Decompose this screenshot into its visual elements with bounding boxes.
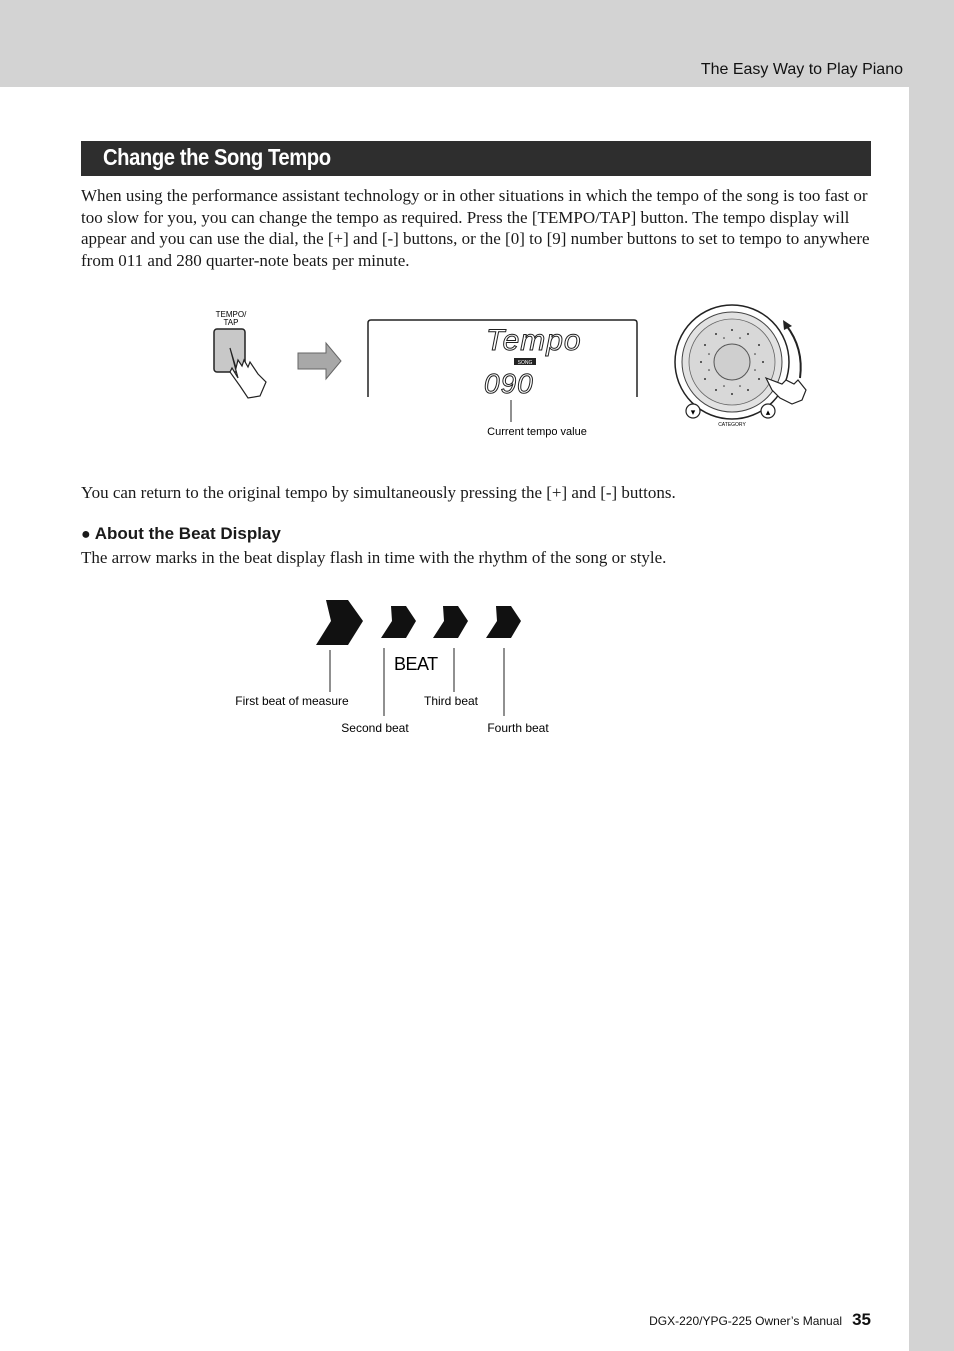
beat-display-heading [81,524,281,544]
display-tempo-value: 090 [484,368,534,399]
side-margin-band [909,87,954,1351]
section-title: Change the Song Tempo [103,144,331,170]
second-beat-caption: Second beat [341,721,409,735]
beat-figure [220,590,580,750]
intro-paragraph: When using the performance assistant technology or in other situations in which the tempo of the song is too fast or too slow for you, you can change the tempo as required. Press the [TEMPO/TAP] button. The tempo display will appear and you can use the dial, the [+] and [-] buttons, or the [0] to [9] number buttons to set to tempo to anywhere from 011 and 280 quarter-note beats per minute. [81,186,870,271]
return-paragraph: You can return to the original tempo by simultaneously pressing the [+] and [-] buttons. [81,483,676,502]
first-beat-caption: First beat of measure [235,694,349,708]
page-footer [649,1310,871,1330]
chevron-down-icon: ▾ [690,407,696,417]
running-header: The Easy Way to Play Piano [700,61,903,78]
third-beat-caption: Third beat [423,694,479,708]
tempo-button-label-line1: TEMPO/ [215,310,247,319]
tempo-figure [200,300,820,450]
bullet-icon: ● [81,526,91,543]
manual-title: DGX-220/YPG-225 Owner’s Manual [649,1314,843,1328]
section-title-bar [81,141,871,176]
beat-arrow-fourth [486,606,521,638]
beat-arrow-third [433,606,468,638]
beat-heading-text: About the Beat Display [94,524,281,543]
beat-paragraph: The arrow marks in the beat display flash in time with the rhythm of the song or style. [81,548,667,567]
beat-arrow-first [316,600,363,645]
song-indicator-label: SONG [517,360,533,366]
page-number: 35 [852,1310,871,1329]
fourth-beat-caption: Fourth beat [487,721,549,735]
beat-arrow-second [381,606,416,638]
dial-category-label: CATEGORY [718,422,746,428]
tempo-caption: Current tempo value [487,426,587,438]
data-dial[interactable] [675,305,789,419]
display-tempo-text: Tempo [486,324,582,357]
chevron-up-icon: ▴ [765,407,771,417]
tempo-button-label-line2: TAP [223,318,239,327]
beat-label: BEAT [394,654,438,674]
right-arrow-icon [298,343,341,379]
